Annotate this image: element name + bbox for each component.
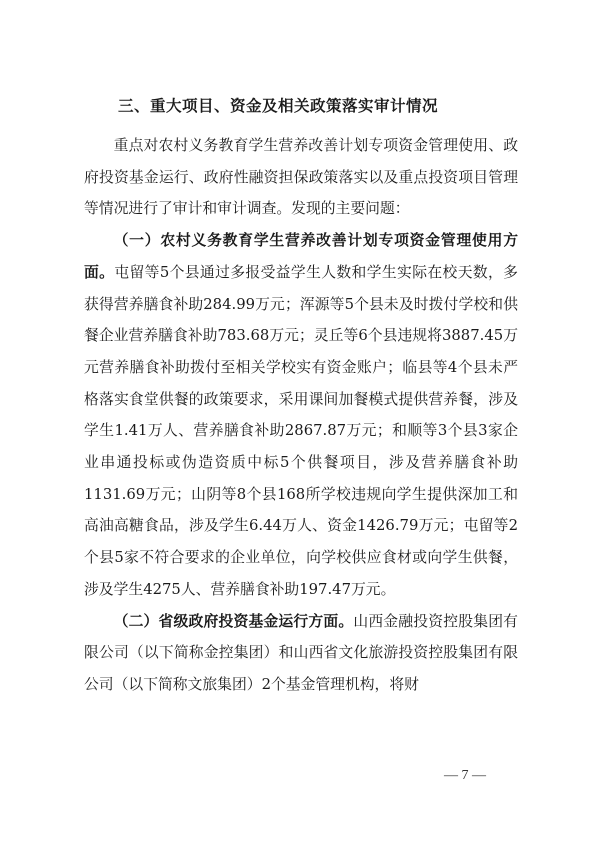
item-2-title: （二）省级政府投资基金运行方面。 <box>113 612 354 630</box>
item-1-title: （一）农村义务教育学生营养改善计划专项资金管理使用方面。 <box>84 232 518 281</box>
page-number: — 7 — <box>444 768 486 783</box>
item-1-paragraph <box>84 225 518 605</box>
section-heading: 三、重大项目、资金及相关政策落实审计情况 <box>118 97 439 115</box>
item-2-text: 山西金融投资控股集团有限公司（以下简称金控集团）和山西省文化旅游投资控股集团有限公司（以下简称文旅集团）2个基金管理机构，将财 <box>84 612 518 693</box>
body-text <box>84 130 518 701</box>
intro-paragraph: 重点对农村义务教育学生营养改善计划专项资金管理使用、政府投资基金运行、政府性融资担保政策落实以及重点投资项目管理等情况进行了审计和审计调查。发现的主要问题： <box>84 137 518 218</box>
item-1-text: 屯留等5个县通过多报受益学生人数和学生实际在校天数，多获得营养膳食补助284.99万元；浑源等5个县未及时拨付学校和供餐企业营养膳食补助783.68万元；灵丘等6个县违规将3887.45万元营养膳食补助拨付至相关学校实有资金账户；临县等4个县未严格落实食堂供餐的政策要求，采用课间加餐模式提供营养餐，涉及学生1.41万人、营养膳食补助2867.87万元；和顺等3个县3家企业串通投标或伪造资质中标5个供餐项目，涉及营养膳食补助1131.69万元；山阴等8个县168所学校违规向学生提供深加工和高油高糖食品，涉及学生6.44万人、资金1426.79万元；屯留等2个县5家不符合要求的企业单位，向学校供应食材或向学生供餐，涉及学生4275人、营养膳食补助197.47万元。 <box>84 263 518 598</box>
item-2-paragraph <box>84 606 518 701</box>
